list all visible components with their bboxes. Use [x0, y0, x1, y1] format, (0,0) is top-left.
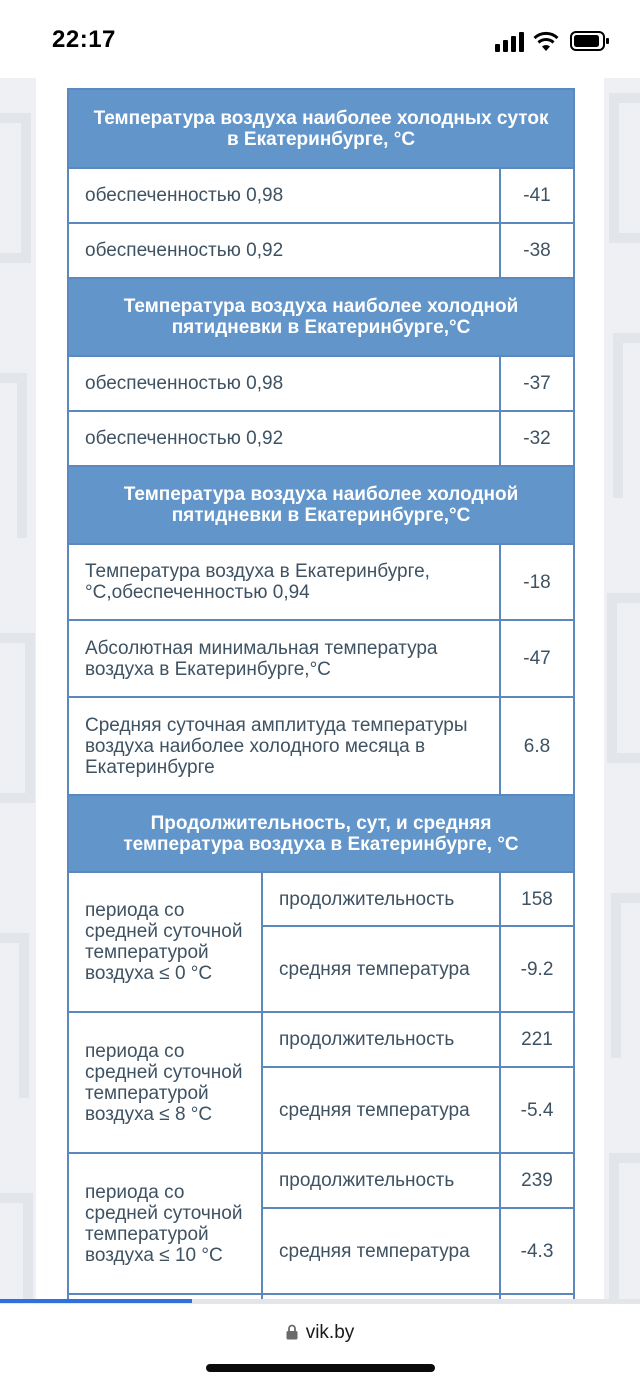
wifi-icon [533, 30, 559, 52]
table-section-header [68, 278, 574, 356]
pipe-pattern-icon [602, 78, 640, 1300]
period-label: периода со средней суточной температурой воздуха ≤ 8 °С [68, 1012, 262, 1153]
address-text: vik.by [305, 1322, 355, 1343]
climate-table [67, 88, 575, 1335]
section-title: Температура воздуха наиболее холодных суток в Екатеринбурге, °С [68, 89, 574, 168]
temp-label: средняя температура [262, 1067, 500, 1153]
duration-label: продолжительность [262, 872, 500, 926]
status-time: 22:17 [52, 26, 116, 53]
temp-label: средняя температура [262, 1208, 500, 1294]
section-title: Температура воздуха наиболее холодной пятидневки в Екатеринбурге,°С [68, 466, 574, 544]
row-value: -32 [500, 411, 574, 466]
temp-label: средняя температура [262, 926, 500, 1012]
section-title: Температура воздуха наиболее холодной пятидневки в Екатеринбурге,°С [68, 278, 574, 356]
duration-value: 239 [500, 1153, 574, 1208]
table-section-header [68, 466, 574, 544]
temp-value: -4.3 [500, 1208, 574, 1294]
table-row [68, 697, 574, 795]
cellular-signal-icon [495, 32, 525, 52]
table-section-header [68, 89, 574, 168]
row-label: обеспеченностью 0,98 [68, 356, 500, 411]
table-row [68, 356, 574, 411]
period-label: периода со средней суточной температурой воздуха ≤ 10 °С [68, 1153, 262, 1294]
table-row [68, 872, 574, 926]
table-row [68, 411, 574, 466]
row-value: -37 [500, 356, 574, 411]
battery-icon [570, 31, 610, 51]
row-label: обеспеченностью 0,98 [68, 168, 500, 223]
row-value: -47 [500, 620, 574, 697]
address-bar[interactable] [0, 1322, 640, 1344]
table-row [68, 1153, 574, 1208]
table-section-header [68, 795, 574, 872]
row-label: обеспеченностью 0,92 [68, 223, 500, 278]
table-row [68, 223, 574, 278]
row-label: Абсолютная минимальная температура воздуха в Екатеринбурге,°С [68, 620, 500, 697]
row-value: -18 [500, 544, 574, 620]
row-value: -38 [500, 223, 574, 278]
period-label: периода со средней суточной температурой воздуха ≤ 0 °С [68, 872, 262, 1012]
duration-value: 158 [500, 872, 574, 926]
duration-value: 221 [500, 1012, 574, 1067]
duration-label: продолжительность [262, 1153, 500, 1208]
table-row [68, 544, 574, 620]
table-row [68, 168, 574, 223]
pipe-pattern-icon [0, 78, 38, 1300]
row-label: обеспеченностью 0,92 [68, 411, 500, 466]
table-row [68, 1012, 574, 1067]
temp-value: -5.4 [500, 1067, 574, 1153]
section-title: Продолжительность, сут, и средняя температура воздуха в Екатеринбурге, °С [68, 795, 574, 872]
row-label: Средняя суточная амплитуда температуры воздуха наиболее холодного месяца в Екатеринбурге [68, 697, 500, 795]
temp-value: -9.2 [500, 926, 574, 1012]
row-value: 6.8 [500, 697, 574, 795]
duration-label: продолжительность [262, 1012, 500, 1067]
row-label: Температура воздуха в Екатеринбурге, °С,обеспеченностью 0,94 [68, 544, 500, 620]
browser-bottom-bar [0, 1303, 640, 1387]
lock-icon [286, 1324, 298, 1340]
table-row [68, 620, 574, 697]
status-bar [0, 0, 640, 78]
home-indicator[interactable] [206, 1364, 435, 1372]
row-value: -41 [500, 168, 574, 223]
